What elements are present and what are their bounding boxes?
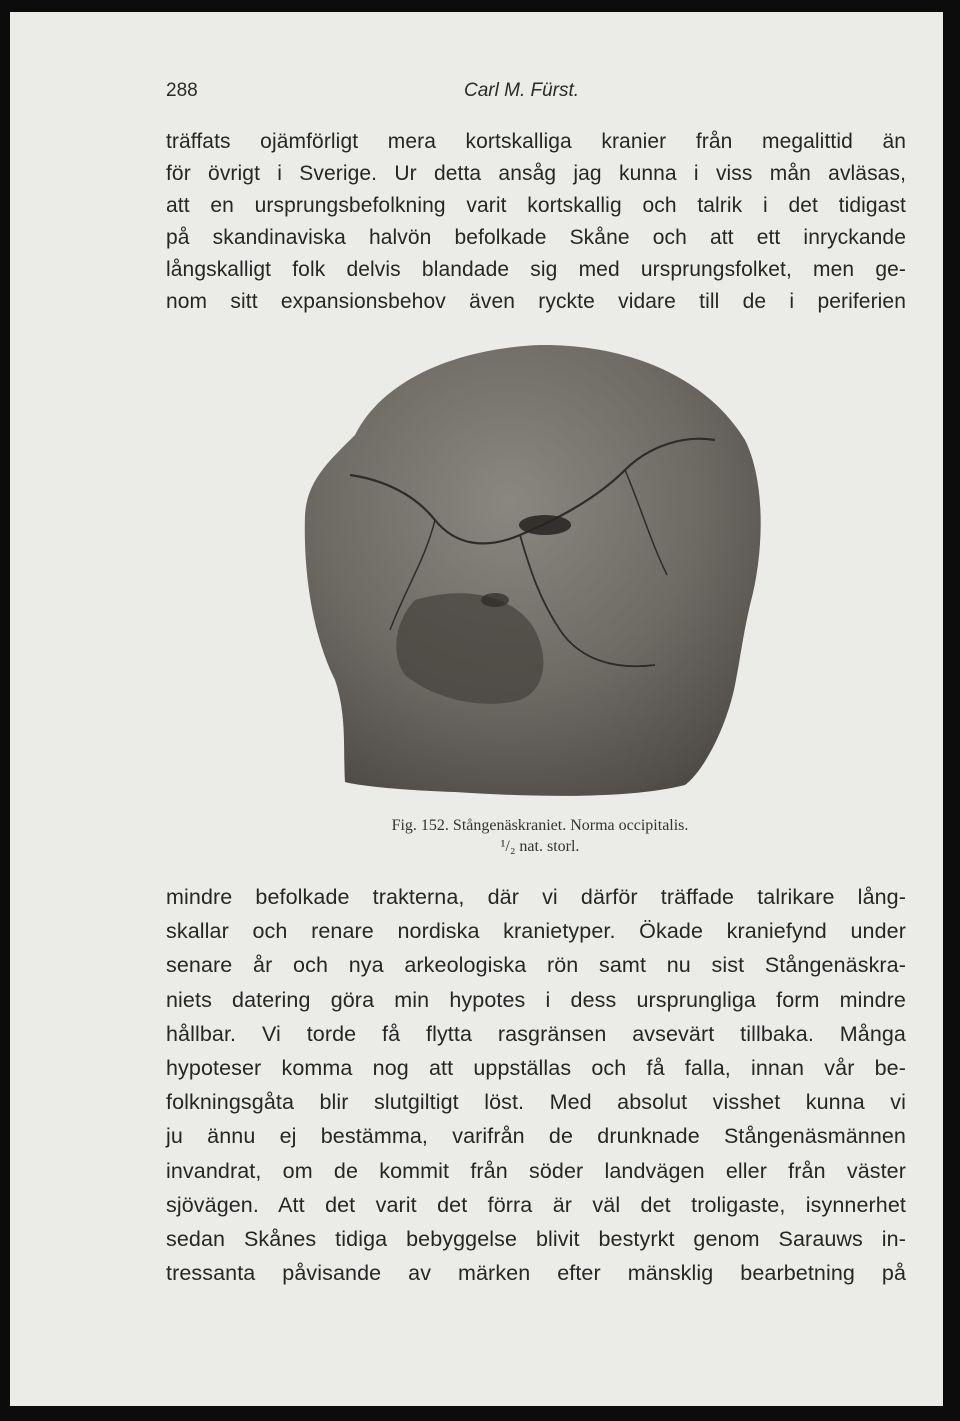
running-author: Carl M. Fürst. xyxy=(464,80,580,101)
skull-photograph xyxy=(295,330,785,810)
text-line: niets datering göra min hypotes i dess ursprungliga form mindre xyxy=(166,987,906,1012)
page-number: 288 xyxy=(166,80,198,101)
figure-caption: Fig. 152. Stångenäskraniet. Norma occipitalis. xyxy=(391,817,689,834)
text-line: att en ursprungsbefolkning varit kortskallig och talrik i det tidigast xyxy=(166,194,906,217)
text-line: hypoteser komma nog att uppställas och få falla, innan vår be- xyxy=(166,1055,906,1080)
text-line: mindre befolkade trakterna, där vi därför träffade talrikare lång- xyxy=(166,885,906,909)
dark-lesion xyxy=(519,515,571,535)
text-line: träffats ojämförligt mera kortskalliga kranier från megalittid än xyxy=(166,130,906,153)
skull-silhouette xyxy=(305,345,761,796)
figure-caption-scale: ¹/₂ nat. storl. xyxy=(500,838,580,855)
running-header xyxy=(166,80,908,106)
text-line: nom sitt expansionsbehov även ryckte vidare till de i periferien xyxy=(166,290,906,313)
text-line: folkningsgåta blir slutgiltigt löst. Med absolut visshet kunna vi xyxy=(166,1090,906,1115)
paragraph-bottom xyxy=(166,880,906,1290)
dark-lesion xyxy=(481,593,509,607)
text-line: tressanta påvisande av märken efter mänsklig bearbetning på xyxy=(166,1261,906,1286)
text-line: sedan Skånes tidiga bebyggelse blivit bestyrkt genom Sarauws in- xyxy=(166,1226,906,1251)
text-line: hållbar. Vi torde få flytta rasgränsen avsevärt tillbaka. Många xyxy=(166,1021,906,1046)
paragraph-top xyxy=(166,126,906,318)
text-line: ju ännu ej bestämma, varifrån de drunknade Stångenäsmännen xyxy=(166,1124,906,1149)
text-line: senare år och nya arkeologiska rön samt nu sist Stångenäskra- xyxy=(166,953,906,978)
text-line: skallar och renare nordiska kranietyper. Ökade kraniefynd under xyxy=(166,919,906,944)
text-line: för övrigt i Sverige. Ur detta ansåg jag kunna i viss mån avläsas, xyxy=(166,162,906,185)
text-line: långskalligt folk delvis blandade sig med ursprungsfolket, men ge- xyxy=(166,258,906,281)
text-line: sjövägen. Att det varit det förra är väl det troligaste, isynnerhet xyxy=(166,1192,906,1217)
text-line: invandrat, om de kommit från söder landvägen eller från väster xyxy=(166,1158,906,1183)
text-line: på skandinaviska halvön befolkade Skåne och att ett inryckande xyxy=(166,226,906,249)
